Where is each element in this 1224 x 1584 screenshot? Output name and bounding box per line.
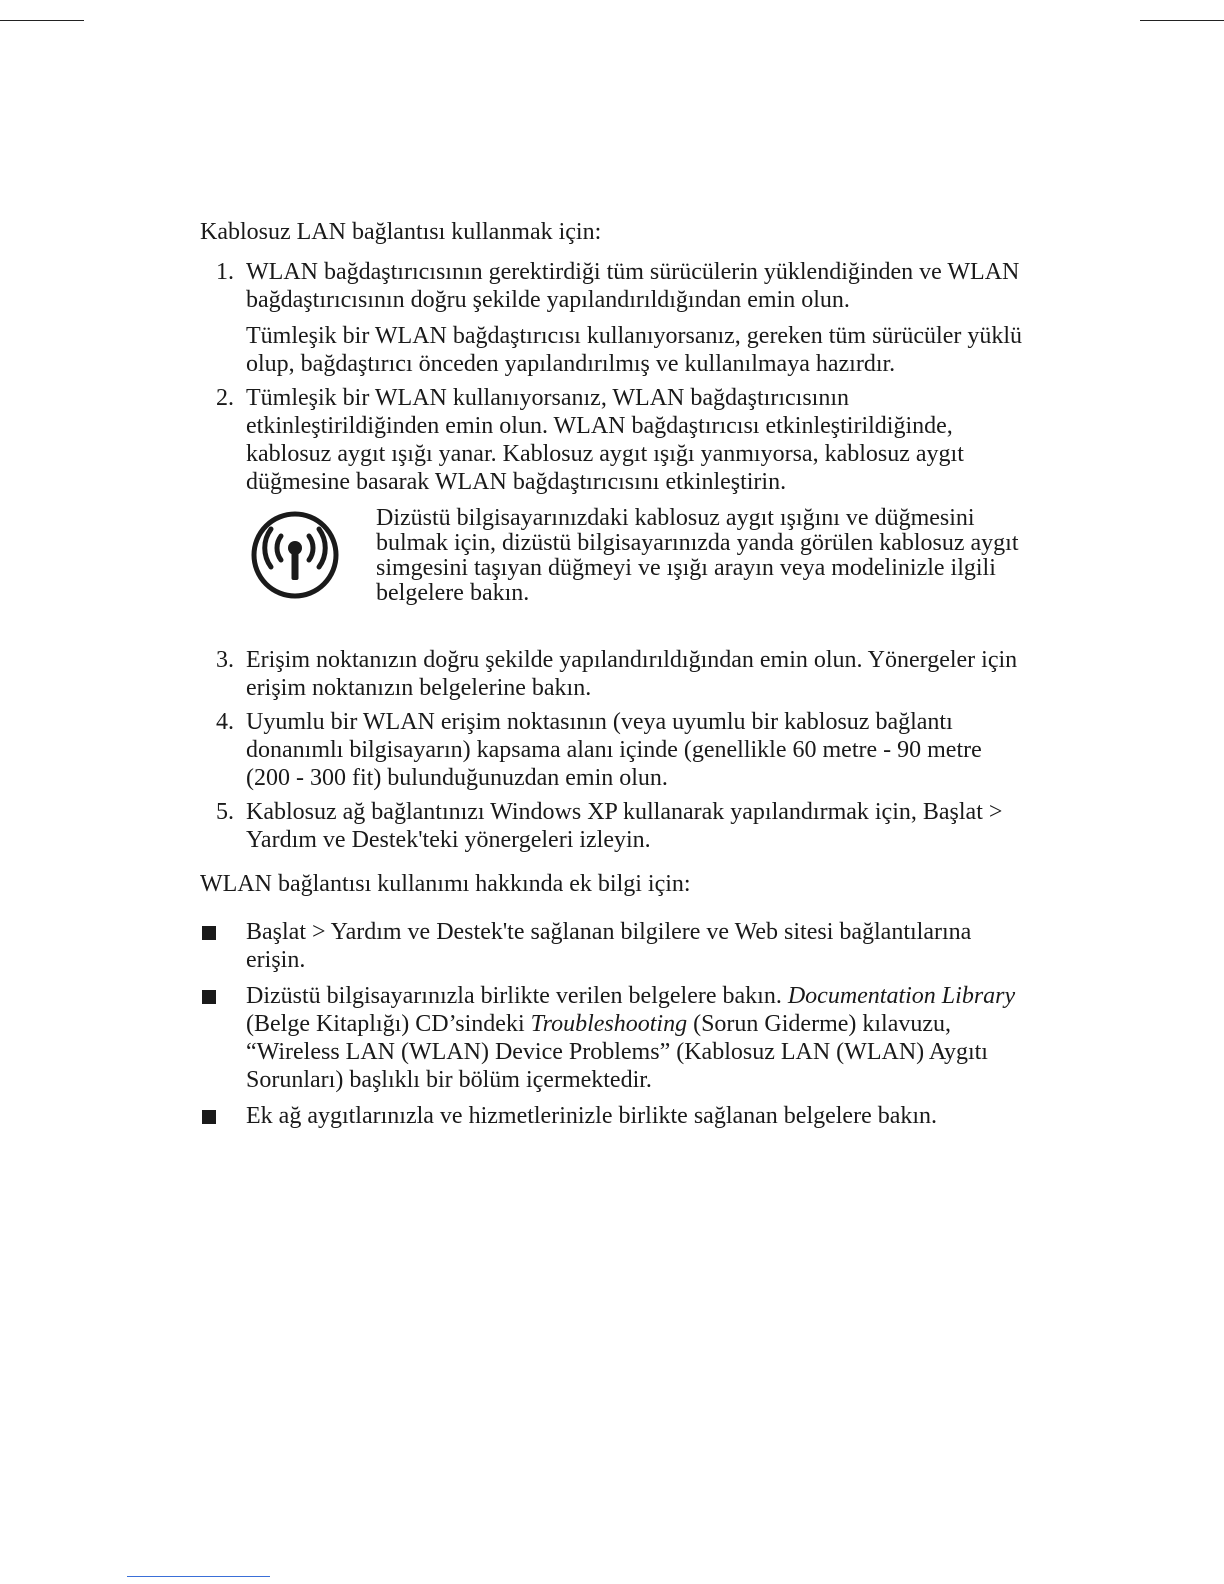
more-info-heading: WLAN bağlantısı kullanımı hakkında ek bilgi için: — [200, 871, 691, 897]
bullet-item — [200, 918, 1030, 974]
bullet-text — [246, 982, 1030, 1094]
troubleshooting-title: Troubleshooting — [530, 1011, 688, 1037]
square-bullet-icon — [202, 990, 216, 1004]
wireless-callout — [246, 506, 1030, 606]
step-2 — [200, 384, 1030, 606]
square-bullet-icon — [202, 1110, 216, 1124]
step-number: 4. — [216, 709, 234, 735]
step-note: Tümleşik bir WLAN bağdaştırıcısı kullanıyorsanız, gereken tüm sürücüler yüklü olup, bağdaştırıcı önceden yapılandırılmış ve kullanılmaya hazırdır. — [246, 323, 1023, 377]
step-text: Erişim noktanızın doğru şekilde yapılandırıldığından emin olun. Yönergeler için erişim noktanızın belgelerine bakın. — [246, 647, 1018, 701]
step-number: 3. — [216, 647, 234, 673]
crop-line-top-right — [1140, 20, 1224, 21]
bullet-text-part: Dizüstü bilgisayarınızla birlikte verilen belgelere bakın. — [246, 983, 788, 1009]
footer-rule — [127, 1576, 270, 1577]
step-text: Tümleşik bir WLAN kullanıyorsanız, WLAN bağdaştırıcısının etkinleştirildiğinden emin olun. WLAN bağdaştırıcısı etkinleştirildiğinde, kablosuz aygıt ışığı yanar. Kablosuz aygıt ışığı yanmıyorsa, kablosuz aygıt düğmesine basarak WLAN bağdaştırıcısını etkinleştirin. — [246, 385, 964, 495]
callout-text: Dizüstü bilgisayarınızdaki kablosuz aygıt ışığını ve düğmesini bulmak için, dizüstü bilgisayarınızda yanda görülen kablosuz aygıt simgesini taşıyan düğmeyi ve ışığı arayın veya modelinizle ilgili belgelere bakın. — [376, 505, 1019, 606]
step-4 — [200, 708, 1030, 792]
step-text: Kablosuz ağ bağlantınızı Windows XP kullanarak yapılandırmak için, Başlat > Yardım ve Destek'teki yönergeleri izleyin. — [246, 799, 1003, 853]
crop-line-top-left — [0, 20, 84, 21]
step-number: 5. — [216, 799, 234, 825]
step-number: 2. — [216, 385, 234, 411]
step-5 — [200, 798, 1030, 854]
more-info-list — [200, 918, 1030, 1130]
main-content — [200, 218, 1030, 1138]
step-text: Uyumlu bir WLAN erişim noktasının (veya uyumlu bir kablosuz bağlantı donanımlı bilgisayarın) kapsama alanı içinde (genellikle 60 metre - 90 metre (200 - 300 fit) bulunduğunuzdan emin olun. — [246, 709, 982, 791]
bullet-text: Başlat > Yardım ve Destek'te sağlanan bilgilere ve Web sitesi bağlantılarına erişin. — [246, 919, 972, 973]
step-number: 1. — [216, 259, 234, 285]
step-3 — [200, 646, 1030, 702]
bullet-text: Ek ağ aygıtlarınızla ve hizmetlerinizle birlikte sağlanan belgelere bakın. — [246, 1103, 938, 1129]
bullet-item — [200, 1102, 1030, 1130]
square-bullet-icon — [202, 926, 216, 940]
intro-text: Kablosuz LAN bağlantısı kullanmak için: — [200, 219, 602, 245]
steps-list — [200, 258, 1030, 854]
bullet-item — [200, 982, 1030, 1094]
wireless-icon — [250, 510, 340, 600]
bullet-text-part: (Belge Kitaplığı) CD’sindeki — [246, 1011, 531, 1037]
doc-library-title: Documentation Library — [787, 983, 1016, 1009]
step-text: WLAN bağdaştırıcısının gerektirdiği tüm sürücülerin yüklendiğinden ve WLAN bağdaştırıcısının doğru şekilde yapılandırıldığından emin olun. — [246, 259, 1020, 313]
bullet-text-part: (Sorun Giderme) kılavuzu, “Wireless LAN (WLAN) Device Problems” (Kablosuz LAN (WLAN) Aygıtı Sorunları) başlıklı bir bölüm içermektedir. — [246, 1011, 988, 1093]
step-1 — [200, 258, 1030, 378]
